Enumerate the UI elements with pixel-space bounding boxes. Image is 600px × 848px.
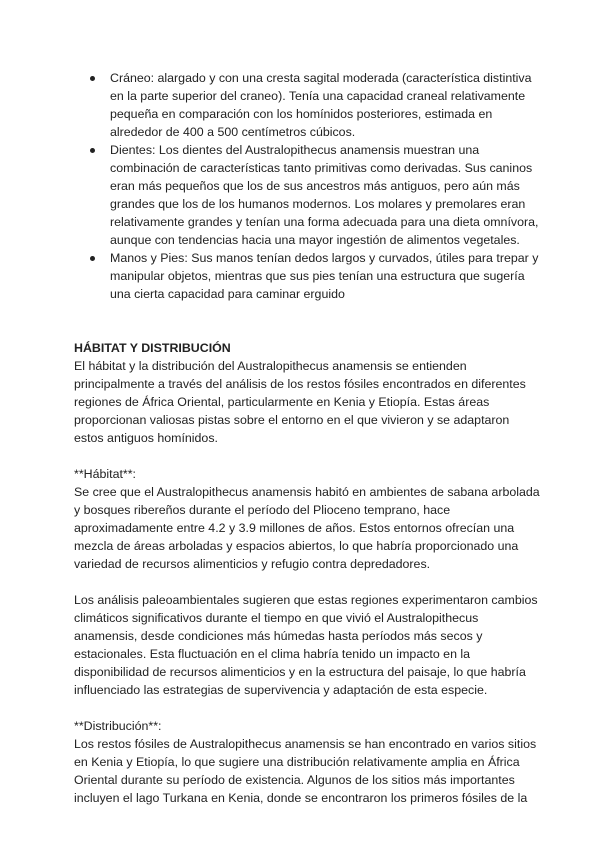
text-line: y bosques ribereños durante el período del Plioceno temprano, hace [74, 503, 451, 517]
text-line: Dientes: Los dientes del Australopithecus anamensis muestran una [110, 143, 480, 157]
text-line: en Kenia y Etiopía, lo que sugiere una distribución relativamente amplia en África [74, 755, 520, 769]
text-line: Se cree que el Australopithecus anamensis habitó en ambientes de sabana arbolada [74, 485, 540, 499]
text-line: proporcionan valiosas pistas sobre el entorno en el que vivieron y se adaptaron [74, 413, 510, 427]
text-line: anamensis, desde condiciones más húmedas hasta períodos más secos y [74, 629, 483, 643]
text-line: en la parte superior del craneo). Tenía una capacidad craneal relativamente [110, 89, 526, 103]
text-line: Los restos fósiles de Australopithecus anamensis se han encontrado en varios sitios [74, 737, 537, 751]
text-line: aproximadamente entre 4.2 y 3.9 millones de años. Estos entornos ofrecían una [74, 521, 515, 535]
bullet-icon [90, 148, 95, 153]
text-line: una cierta capacidad para caminar erguido [110, 287, 345, 301]
bullet-icon [90, 256, 95, 261]
bullet-item-dientes [74, 141, 560, 249]
text-line: influenciado las estrategias de supervivencia y adaptación de esta especie. [74, 683, 488, 697]
text-line: El hábitat y la distribución del Australopithecus anamensis se entienden [74, 359, 467, 373]
bullet-list [74, 69, 560, 303]
text-line: Los análisis paleoambientales sugieren que estas regiones experimentaron cambios [74, 593, 538, 607]
intro-paragraph [74, 357, 560, 447]
text-line: incluyen el lago Turkana en Kenia, donde se encontraron los primeros fósiles de la [74, 791, 528, 805]
text-line: estos antiguos homínidos. [74, 431, 218, 445]
text-line: mezcla de áreas arboladas y espacios abiertos, lo que habría proporcionado una [74, 539, 519, 553]
text-line: estacionales. Esta fluctuación en el clima habría tenido un impacto en la [74, 647, 471, 661]
text-line: pequeña en comparación con los homínidos posteriores, estimada en [110, 107, 493, 121]
text-line: disponibilidad de recursos alimenticios y en la estructura del paisaje, lo que habría [74, 665, 526, 679]
bullet-item-craneo [74, 69, 560, 141]
text-line: variedad de recursos alimenticios y refugio contra depredadores. [74, 557, 431, 571]
text-line: Manos y Pies: Sus manos tenían dedos largos y curvados, útiles para trepar y [110, 251, 539, 265]
text-line: combinación de características tanto primitivas como derivadas. Sus caninos [110, 161, 533, 175]
section-heading: HÁBITAT Y DISTRIBUCIÓN [74, 341, 231, 355]
text-line: alrededor de 400 a 500 centímetros cúbicos. [110, 125, 356, 139]
text-line: regiones de África Oriental, particularmente en Kenia y Etiopía. Estas áreas [74, 395, 490, 409]
text-line: aunque con tendencias hacia una mayor ingestión de alimentos vegetales. [110, 233, 520, 247]
text-line: manipular objetos, mientras que sus pies tenían una estructura que sugería [110, 269, 525, 283]
text-line: Cráneo: alargado y con una cresta sagital moderada (característica distintiva [110, 71, 532, 85]
habitat-label: **Hábitat**: [74, 467, 136, 481]
text-line: Oriental durante su período de existencia. Algunos de los sitios más importantes [74, 773, 515, 787]
document-page [74, 69, 560, 807]
habitat-paragraph [74, 483, 560, 573]
text-line: grandes que los de los humanos modernos. Los molares y premolares eran [110, 197, 526, 211]
text-line: eran más pequeños que los de sus ancestros más antiguos, pero aún más [110, 179, 520, 193]
bullet-item-manos-pies [74, 249, 560, 303]
distribucion-label: **Distribución**: [74, 719, 162, 733]
bullet-icon [90, 76, 95, 81]
text-line: climáticos significativos durante el tiempo en que vivió el Australopithecus [74, 611, 479, 625]
distribucion-paragraph [74, 735, 560, 807]
text-line: relativamente grandes y tenían una forma adecuada para una dieta omnívora, [110, 215, 539, 229]
paleo-paragraph [74, 591, 560, 699]
text-line: principalmente a través del análisis de los restos fósiles encontrados en diferentes [74, 377, 526, 391]
